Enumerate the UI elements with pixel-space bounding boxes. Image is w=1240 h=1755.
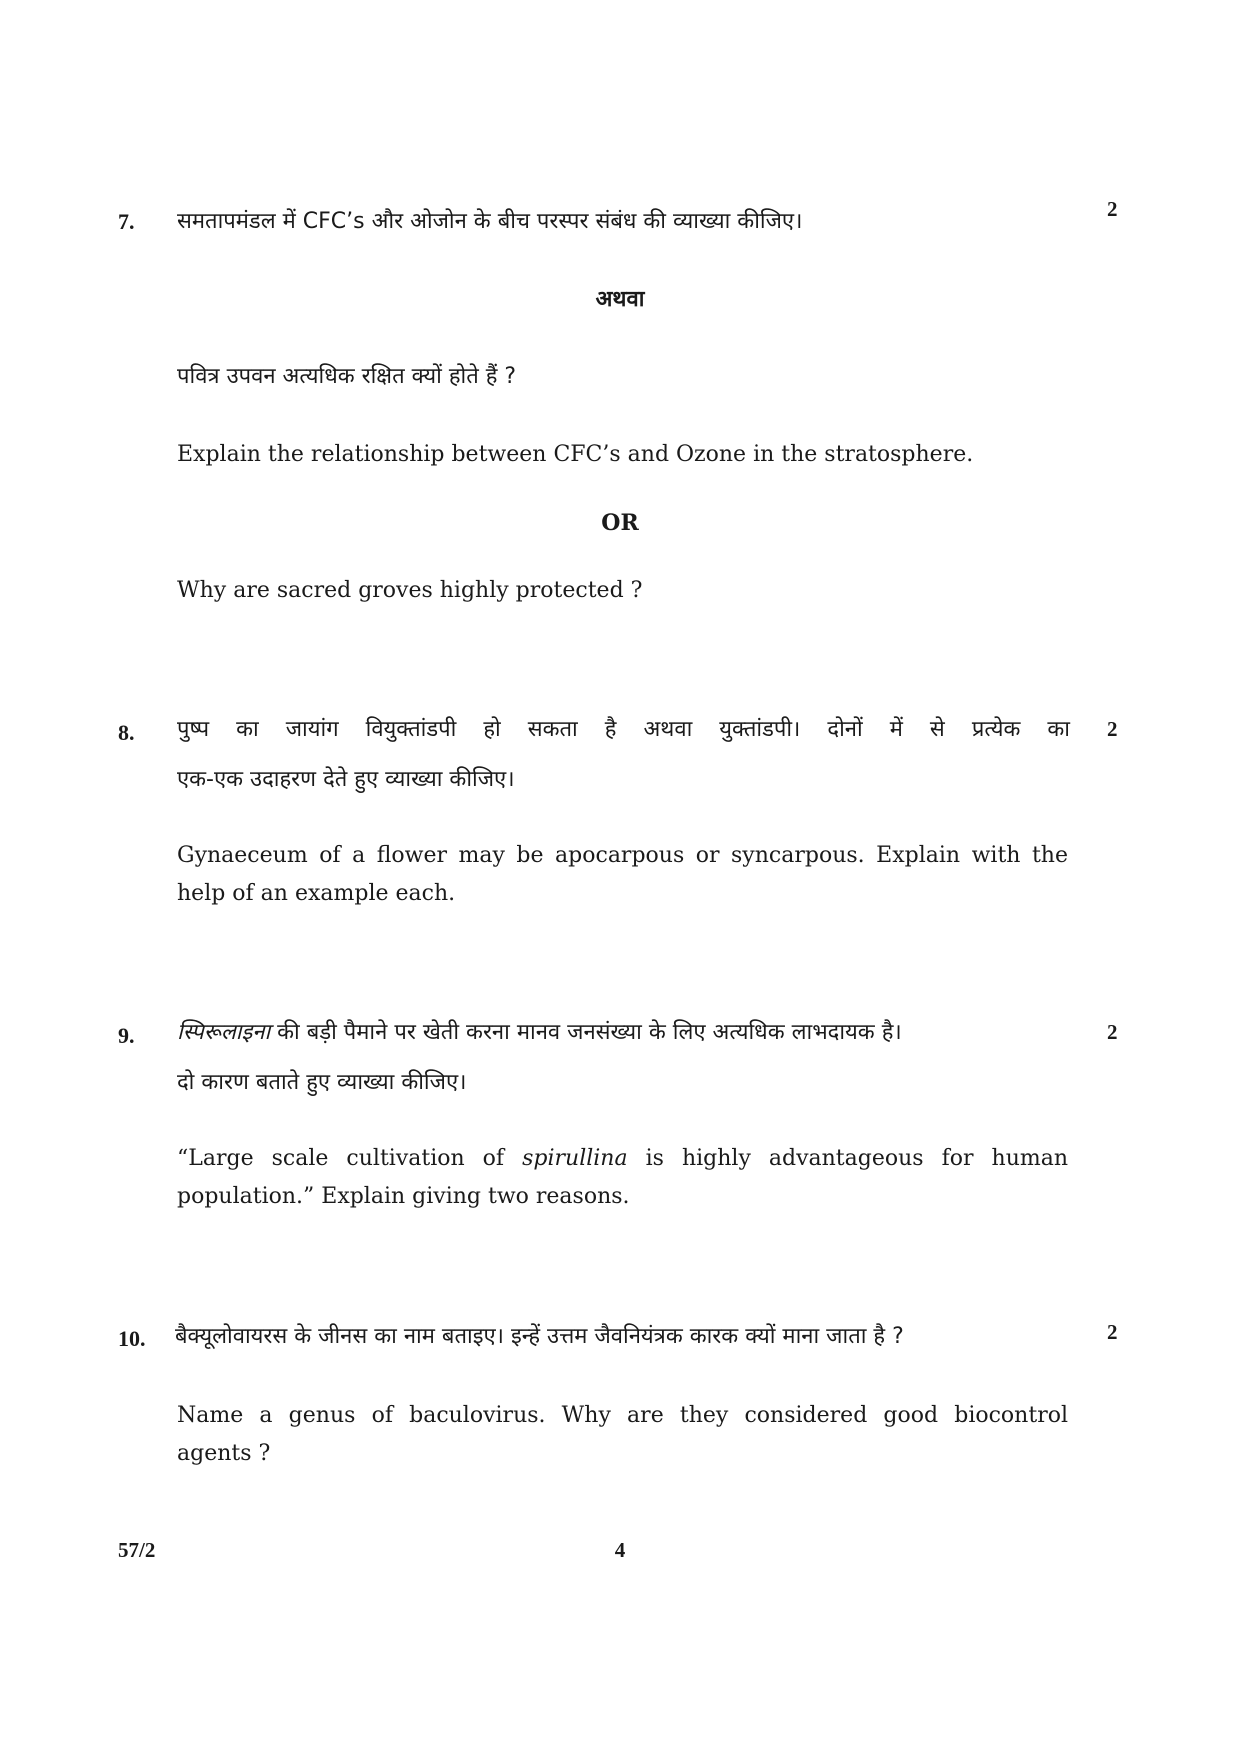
question-9-hindi-line2: दो कारण बताते हुए व्याख्या कीजिए। [177,1070,467,1095]
paper-code: 57/2 [118,1538,156,1562]
question-8-english-line2: help of an example each. [177,881,456,906]
question-9-english-post: is highly advantageous for human [627,1146,1069,1171]
question-9-english-line1 [177,1146,1068,1171]
question-10-number: 10. [118,1326,146,1351]
question-9-english-line2: population.” Explain giving two reasons. [177,1184,630,1209]
question-7-number: 7. [118,209,135,234]
question-9-english-pre: “Large scale cultivation of [177,1146,523,1171]
question-8-hindi-line2: एक-एक उदाहरण देते हुए व्याख्या कीजिए। [177,767,515,792]
question-7-hindi: समतापमंडल में CFC’s और ओजोन के बीच परस्पर संबंध की व्याख्या कीजिए। [177,209,803,234]
question-9-hindi-line1-rest: की बड़ी पैमाने पर खेती करना मानव जनसंख्या के लिए अत्यधिक लाभदायक है। [270,1020,902,1045]
question-7-or-hindi: अथवा [595,287,645,312]
question-8-number: 8. [118,720,135,745]
question-7-english: Explain the relationship between CFC’s and Ozone in the stratosphere. [177,442,974,467]
question-7-alt-english: Why are sacred groves highly protected ? [177,578,643,603]
question-10-english-line2: agents ? [177,1441,271,1466]
spirulina-hindi-term: स्पिरूलाइना [177,1020,271,1045]
question-10-hindi: बैक्यूलोवायरस के जीनस का नाम बताइए। इन्हें उत्तम जैवनियंत्रक कारक क्यों माना जाता है ? [175,1324,904,1349]
question-8-english-line1: Gynaeceum of a flower may be apocarpous or syncarpous. Explain with the [177,843,1068,868]
question-9-marks: 2 [1107,1020,1118,1044]
question-7-or-english: OR [601,510,639,536]
question-7-alt-hindi: पवित्र उपवन अत्यधिक रक्षित क्यों होते हैं ? [177,364,517,389]
question-8-marks: 2 [1107,717,1118,741]
question-8-hindi-line1: पुष्प का जायांग वियुक्तांडपी हो सकता है अथवा युक्तांडपी। दोनों में से प्रत्येक का [177,717,1070,742]
question-10-english-line1: Name a genus of baculovirus. Why are they considered good biocontrol [177,1403,1068,1428]
question-10-marks: 2 [1107,1320,1118,1344]
question-9-hindi-line1 [177,1016,902,1046]
page-number: 4 [614,1538,626,1562]
question-7-marks: 2 [1107,197,1118,221]
question-9-number: 9. [118,1023,135,1048]
spirullina-term: spirullina [522,1146,628,1171]
